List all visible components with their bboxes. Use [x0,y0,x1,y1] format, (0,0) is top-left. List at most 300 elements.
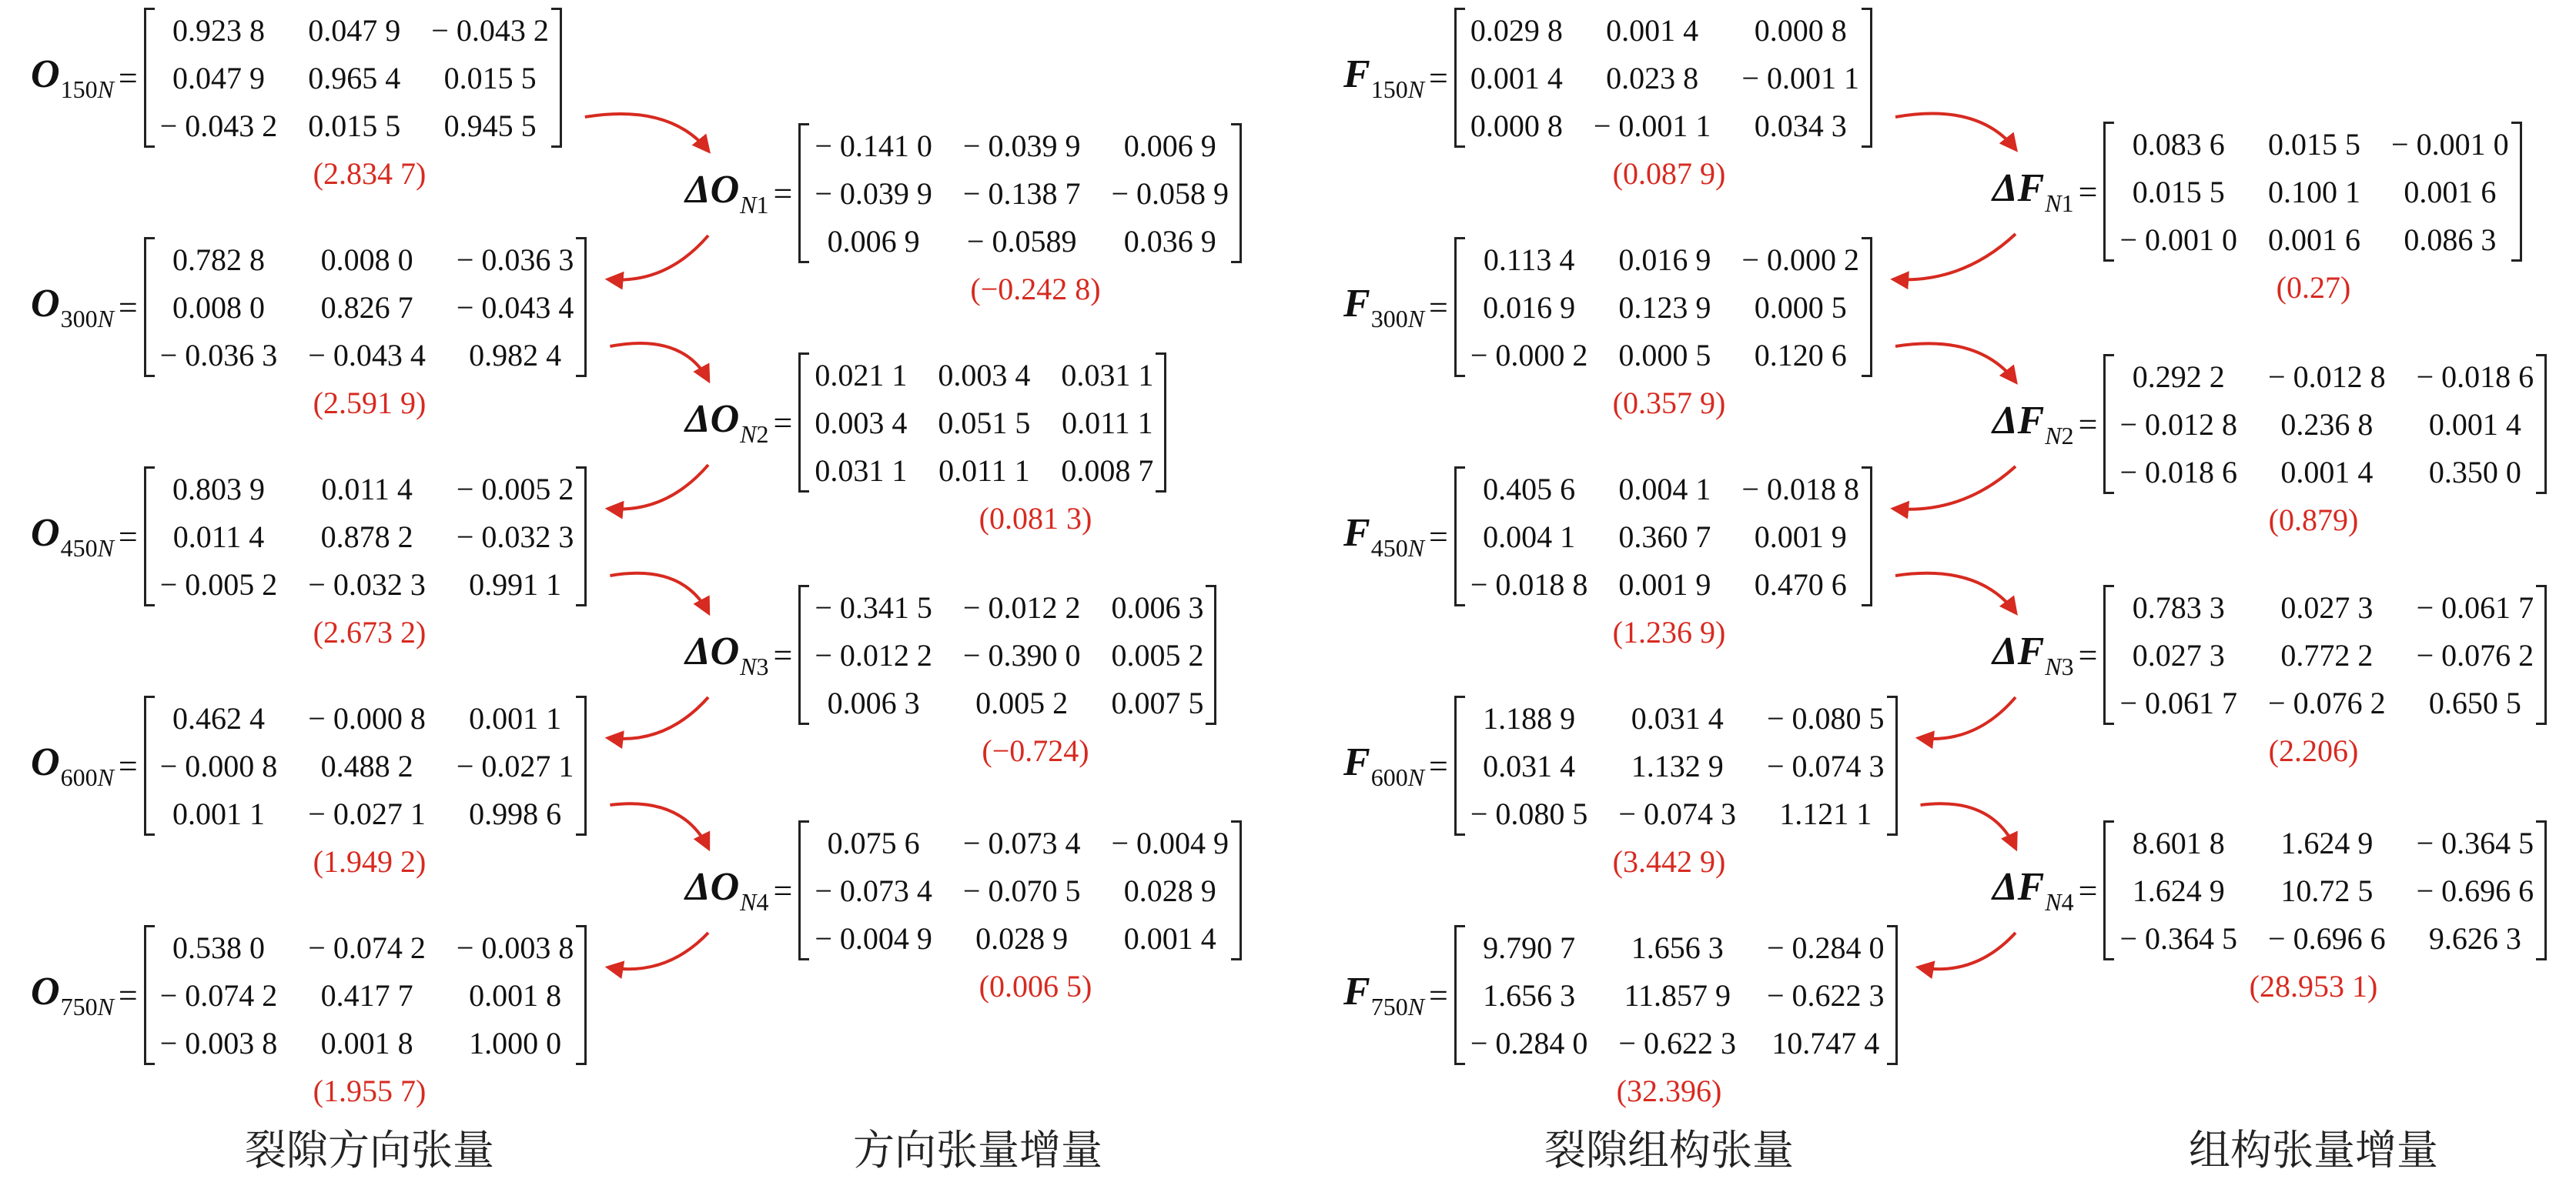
matrix-cell: − 0.027 1 [456,749,574,783]
matrix-cell: 0.360 7 [1618,519,1711,554]
matrix-cell: − 0.043 4 [456,290,574,325]
tensor-equation [1992,585,2547,725]
matrix-cell: 0.005 2 [1111,638,1204,673]
tensor-equation [1992,820,2547,960]
matrix-cell: 0.826 7 [320,290,413,325]
subscript-n: N [97,304,114,332]
tensor-symbol-letter: F [1343,969,1370,1014]
matrix-cell: 0.120 6 [1754,338,1847,372]
matrix-cell: 0.782 8 [172,242,266,277]
tensor-matrix [2103,354,2547,494]
equals-sign: = [1429,517,1448,556]
matrix-cell: 0.001 8 [320,1026,413,1060]
matrix-cell: 9.626 3 [2428,921,2521,956]
matrix-cell: 0.015 5 [2132,175,2225,209]
subscript-n: N [1407,304,1425,332]
bracket-corner [1862,375,1872,377]
tensor-subscript [1371,534,1424,562]
matrix-cell: 0.982 4 [469,338,562,372]
matrix-bracket [2103,820,2547,960]
matrix-cell: − 0.001 1 [1593,109,1711,143]
subscript-n: N [740,887,757,916]
tensor-matrix [144,8,562,148]
matrix-cell: 0.006 9 [827,224,920,259]
matrix-bracket [798,123,1242,263]
tensor-matrix [1454,466,1872,606]
tensor-matrix [144,237,587,377]
tensor-symbol-letter: ΔO [685,396,740,441]
matrix-cell: − 0.004 9 [1111,826,1229,860]
matrix-cell: − 0.074 3 [1618,797,1736,831]
matrix-cell: − 0.003 8 [456,930,574,965]
tensor-subscript [1371,305,1424,332]
subscript-number: 300 [60,304,98,332]
matrix-cell: 10.72 5 [2280,873,2374,908]
tensor-equation [685,820,1242,960]
matrix-bracket [2103,354,2547,494]
matrix-cell: − 0.073 4 [815,873,932,908]
bracket-corner [1862,466,1872,469]
matrix-cell: 0.028 9 [975,921,1069,956]
matrix-cell: 0.001 1 [469,701,562,736]
tensor-matrix [1454,8,1872,148]
matrix-cell: 0.001 4 [2280,455,2374,489]
bracket-corner [2536,354,2547,356]
matrix-cell: 0.001 4 [1470,61,1563,95]
matrix-cell: − 0.018 8 [1741,472,1859,506]
matrix-cell: 0.011 1 [938,453,1030,488]
subscript-n: N [1407,992,1425,1020]
matrix-cell: 0.015 5 [443,61,537,95]
tensor-symbol [31,510,114,562]
subscript-n: N [1407,533,1425,562]
subscript-number: 4 [756,887,769,916]
tensor-subscript [61,993,114,1020]
matrix-cell: − 0.005 2 [456,472,574,506]
matrix-cell: − 0.0589 [966,224,1077,259]
matrix-cell: 0.011 4 [321,472,413,506]
tensor-symbol [685,864,769,916]
matrix-cell: − 0.000 2 [1741,242,1859,277]
matrix-bracket [144,237,587,377]
subscript-number: 3 [2061,652,2074,680]
tensor-subscript [1371,75,1424,103]
bracket-corner [1206,585,1216,587]
equals-sign: = [118,58,138,97]
equals-sign: = [118,746,138,785]
matrix-cell: − 0.000 2 [1470,338,1588,372]
tensor-symbol-letter: F [1343,740,1370,784]
tensor-symbol [1343,740,1425,791]
matrix-cell: − 0.027 1 [308,797,426,831]
matrix-cell: 0.008 0 [320,242,413,277]
matrix-cell: 1.656 3 [1631,930,1724,965]
subscript-number: 450 [1370,533,1408,562]
matrix-cell: 0.006 3 [1111,590,1204,625]
tensor-equation [31,925,587,1065]
matrix-cell: 0.123 9 [1618,290,1711,325]
matrix-cell: − 0.012 2 [815,638,932,673]
tensor-subscript [1371,993,1424,1020]
tensor-symbol [685,629,769,680]
tensor-symbol-letter: O [31,281,60,326]
tensor-equation [685,352,1166,493]
bracket-corner [1231,261,1242,263]
trace-note: (2.673 2) [313,615,427,650]
matrix-cell: − 0.005 2 [159,567,278,602]
matrix-bracket [1454,466,1872,606]
subscript-n: N [97,75,114,103]
bracket-corner [576,237,587,239]
matrix-cell: − 0.043 2 [431,13,549,48]
bracket-corner [1887,925,1898,927]
tensor-symbol-letter: F [1343,510,1370,555]
matrix-cell: 0.001 4 [2428,407,2521,442]
tensor-equation [1343,8,1872,148]
equals-sign: = [2078,405,2098,443]
matrix-cell: 0.923 8 [172,13,266,48]
equals-sign: = [773,174,793,212]
matrix-cell: 0.001 1 [172,797,266,831]
matrix-bracket [1454,237,1872,377]
bracket-corner [2536,723,2547,725]
matrix-bracket [2103,585,2547,725]
tensor-subscript [61,305,114,332]
tensor-symbol-letter: O [31,969,60,1014]
matrix-cell: − 0.043 2 [159,109,278,143]
trace-note: (1.949 2) [313,844,427,879]
matrix-cell: 0.965 4 [308,61,401,95]
equals-sign: = [2078,172,2098,211]
matrix-cell: − 0.012 8 [2268,359,2386,394]
tensor-symbol [1343,281,1425,332]
tensor-equation [1992,354,2547,494]
matrix-cell: 0.538 0 [172,930,266,965]
matrix-cell: 0.027 3 [2280,590,2374,625]
trace-note: (3.442 9) [1612,844,1726,879]
tensor-symbol-letter: ΔO [685,167,740,212]
bracket-corner [2511,259,2522,262]
matrix-cell: 11.857 9 [1624,978,1731,1013]
subscript-number: 600 [60,763,98,791]
trace-note: (2.206) [2268,733,2359,768]
matrix-cell: − 0.001 0 [2391,127,2509,162]
matrix-bracket [798,585,1216,725]
trace-note: (0.357 9) [1612,386,1726,420]
matrix-cell: 0.417 7 [320,978,413,1013]
bracket-corner [1231,958,1242,960]
tensor-symbol [685,396,769,448]
trace-note: (28.953 1) [2249,969,2378,1004]
caption-fabric-increment: 组构张量增量 [2189,1126,2438,1174]
subscript-number: 4 [2061,887,2074,916]
tensor-symbol [1343,510,1425,562]
trace-note: (0.27) [2276,270,2351,305]
tensor-equation [1343,466,1872,606]
bracket-corner [2511,122,2522,124]
caption-orientation-increment: 方向张量增量 [853,1126,1102,1174]
matrix-cell: 0.001 6 [2268,222,2361,257]
matrix-cell: 0.031 4 [1483,749,1576,783]
bracket-corner [576,604,587,606]
tensor-matrix [798,820,1242,960]
matrix-cell: − 0.036 3 [456,242,574,277]
tensor-subscript [740,420,768,448]
tensor-symbol [1343,52,1425,103]
equals-sign: = [773,871,793,910]
subscript-number: 2 [756,419,769,448]
tensor-subscript [2045,422,2073,449]
bracket-corner [1231,820,1242,823]
matrix-cell: − 0.039 9 [962,129,1081,163]
matrix-bracket [144,466,587,606]
matrix-cell: 9.790 7 [1483,930,1576,965]
bracket-corner [1206,723,1216,725]
matrix-cell: 0.031 1 [815,453,908,488]
matrix-cell: − 0.622 3 [1618,1026,1736,1060]
tensor-matrix [144,925,587,1065]
tensor-equation [31,237,587,377]
matrix-cell: 0.051 5 [938,406,1031,440]
caption-fabric-tensor: 裂隙组构张量 [1544,1126,1794,1174]
matrix-cell: 1.624 9 [2132,873,2225,908]
tensor-subscript [2045,888,2073,916]
trace-note: (0.006 5) [979,969,1092,1004]
bracket-corner [1231,123,1242,125]
bracket-corner [576,833,587,836]
matrix-cell: − 0.390 0 [962,638,1081,673]
subscript-number: 150 [60,75,98,103]
subscript-number: 750 [1370,992,1408,1020]
matrix-cell: − 0.696 6 [2268,921,2386,956]
tensor-matrix [2103,820,2547,960]
bracket-corner [551,145,562,148]
matrix-cell: − 0.018 8 [1470,567,1588,602]
tensor-subscript [2045,653,2073,680]
subscript-n: N [2045,189,2062,217]
matrix-cell: − 0.284 0 [1470,1026,1588,1060]
matrix-cell: 0.000 8 [1754,13,1847,48]
trace-note: (1.236 9) [1612,615,1726,650]
equals-sign: = [118,976,138,1014]
matrix-cell: − 0.076 2 [2416,638,2534,673]
subscript-n: N [1407,75,1425,103]
bracket-corner [1887,833,1898,836]
subscript-number: 3 [756,652,769,680]
matrix-cell: 0.006 3 [827,686,920,720]
matrix-cell: − 0.080 5 [1766,701,1885,736]
matrix-cell: − 0.032 3 [456,519,574,554]
matrix-bracket [2103,122,2521,262]
matrix-cell: 0.803 9 [172,472,266,506]
matrix-cell: 0.001 6 [2404,175,2497,209]
matrix-cell: 0.772 2 [2280,638,2374,673]
matrix-cell: − 0.043 4 [308,338,426,372]
subscript-n: N [740,190,757,219]
tensor-symbol-letter: ΔF [1992,398,2045,443]
matrix-cell: − 0.061 7 [2416,590,2534,625]
tensor-symbol [31,969,114,1020]
tensor-matrix [2103,122,2521,262]
matrix-cell: − 0.074 3 [1766,749,1885,783]
equals-sign: = [118,288,138,326]
matrix-cell: 0.005 2 [975,686,1069,720]
matrix-cell: − 0.622 3 [1766,978,1885,1013]
matrix-cell: 0.878 2 [320,519,413,554]
matrix-cell: 0.003 4 [815,406,908,440]
trace-note: (−0.242 8) [970,272,1101,306]
matrix-cell: 0.029 8 [1470,13,1563,48]
bracket-corner [1862,604,1872,606]
matrix-cell: 0.004 1 [1618,472,1711,506]
matrix-cell: 0.100 1 [2268,175,2361,209]
tensor-symbol [1992,165,2074,217]
bracket-corner [551,8,562,10]
matrix-bracket [1454,696,1898,836]
tensor-symbol [31,281,114,332]
matrix-cell: 0.004 1 [1483,519,1576,554]
matrix-cell: − 0.058 9 [1111,176,1229,211]
matrix-cell: 1.121 1 [1779,797,1872,831]
equals-sign: = [1429,976,1448,1014]
matrix-cell: 0.113 4 [1483,242,1575,277]
bracket-corner [1862,8,1872,10]
tensor-equation [31,8,562,148]
matrix-cell: − 0.001 1 [1741,61,1859,95]
tensor-symbol [1992,398,2074,449]
tensor-matrix [798,585,1216,725]
matrix-bracket [144,696,587,836]
matrix-cell: 0.000 5 [1618,338,1711,372]
matrix-cell: − 0.080 5 [1470,797,1588,831]
tensor-symbol [31,52,114,103]
equals-sign: = [1429,288,1448,326]
tensor-subscript [740,888,768,916]
tensor-matrix [1454,237,1872,377]
subscript-number: 750 [60,992,98,1020]
subscript-number: 600 [1370,763,1408,791]
tensor-symbol-letter: ΔO [685,864,740,909]
tensor-symbol [1992,864,2074,916]
caption-orientation-tensor: 裂隙方向张量 [245,1126,494,1174]
matrix-cell: 0.031 1 [1061,358,1154,392]
matrix-cell: − 0.012 8 [2119,407,2238,442]
tensor-matrix [144,696,587,836]
trace-note: (0.081 3) [979,501,1092,536]
matrix-cell: 0.292 2 [2132,359,2225,394]
bracket-corner [1156,352,1166,355]
tensor-subscript [740,653,768,680]
matrix-cell: 0.001 9 [1754,519,1847,554]
tensor-symbol-letter: O [31,52,60,96]
matrix-cell: 0.031 4 [1631,701,1724,736]
matrix-bracket [798,820,1242,960]
matrix-cell: − 0.001 0 [2119,222,2238,257]
matrix-cell: 1.656 3 [1483,978,1576,1013]
matrix-cell: 0.000 8 [1470,109,1563,143]
matrix-cell: 0.488 2 [320,749,413,783]
bracket-corner [1156,490,1166,493]
subscript-n: N [2045,652,2062,680]
tensor-subscript [2045,189,2073,217]
tensor-symbol-letter: ΔF [1992,629,2045,673]
subscript-number: 2 [2061,421,2074,449]
tensor-equation [685,585,1216,725]
tensor-matrix [798,352,1166,493]
matrix-cell: 0.036 9 [1123,224,1216,259]
equals-sign: = [118,517,138,556]
equals-sign: = [773,636,793,674]
matrix-cell: 0.998 6 [469,797,562,831]
matrix-cell: 0.011 1 [1062,406,1153,440]
tensor-matrix [1454,696,1898,836]
trace-note: (0.879) [2268,503,2359,537]
tensor-symbol-letter: ΔF [1992,864,2045,909]
matrix-cell: − 0.074 2 [159,978,278,1013]
matrix-cell: 0.075 6 [827,826,920,860]
matrix-cell: − 0.074 2 [308,930,426,965]
matrix-cell: 1.624 9 [2280,826,2374,860]
matrix-cell: 0.236 8 [2280,407,2374,442]
subscript-number: 150 [1370,75,1408,103]
matrix-cell: − 0.003 8 [159,1026,278,1060]
matrix-cell: 0.015 5 [2268,127,2361,162]
matrix-cell: 0.008 7 [1061,453,1154,488]
matrix-cell: 0.945 5 [443,109,537,143]
tensor-symbol-letter: O [31,510,60,555]
matrix-cell: 0.350 0 [2428,455,2521,489]
bracket-corner [2536,820,2547,823]
matrix-cell: 0.470 6 [1754,567,1847,602]
matrix-cell: − 0.076 2 [2268,686,2386,720]
subscript-n: N [740,419,757,448]
matrix-cell: − 0.696 6 [2416,873,2534,908]
bracket-corner [2536,492,2547,494]
matrix-cell: 1.132 9 [1631,749,1724,783]
equals-sign: = [1429,746,1448,785]
bracket-corner [1862,145,1872,148]
matrix-bracket [1454,8,1872,148]
tensor-symbol-letter: O [31,740,60,784]
equals-sign: = [1429,58,1448,97]
tensor-symbol [31,740,114,791]
matrix-cell: 0.016 9 [1618,242,1711,277]
trace-note: (2.834 7) [313,156,427,191]
matrix-cell: − 0.284 0 [1766,930,1885,965]
tensor-subscript [1371,763,1424,791]
tensor-matrix [798,123,1242,263]
tensor-symbol-letter: F [1343,281,1370,326]
matrix-cell: 0.008 0 [172,290,266,325]
matrix-cell: 0.783 3 [2132,590,2225,625]
matrix-cell: 0.001 8 [469,978,562,1013]
bracket-corner [1887,1063,1898,1065]
subscript-number: 300 [1370,304,1408,332]
matrix-cell: 0.462 4 [172,701,266,736]
matrix-cell: 0.001 4 [1606,13,1699,48]
equals-sign: = [773,403,793,442]
bracket-corner [576,925,587,927]
matrix-bracket [144,925,587,1065]
tensor-symbol [685,167,769,219]
tensor-symbol [1343,969,1425,1020]
matrix-cell: − 0.018 6 [2416,359,2534,394]
bracket-corner [2536,585,2547,587]
matrix-cell: 8.601 8 [2132,826,2225,860]
matrix-cell: 0.021 1 [815,358,908,392]
subscript-n: N [1407,763,1425,791]
matrix-cell: 1.188 9 [1483,701,1576,736]
